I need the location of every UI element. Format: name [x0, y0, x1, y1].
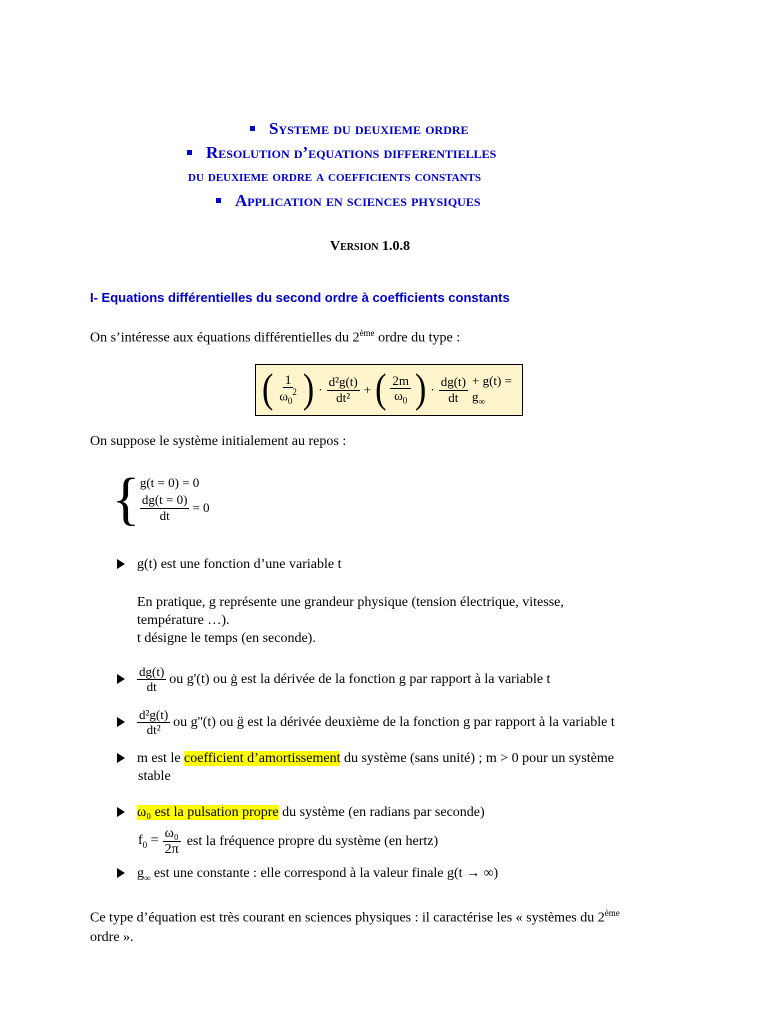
repos-text: On suppose le système initialement au repos : [90, 434, 347, 449]
title-line-3: du deuxieme ordre a coefficients constants [188, 168, 482, 185]
arrow-bullet-icon [117, 717, 125, 727]
arrow-bullet-icon [117, 753, 125, 763]
title-line-1: Systeme du deuxieme ordre [250, 119, 469, 139]
initial-conditions: { g(t = 0) = 0 $\frac{dg(t = 0)}{dt}$ = 0 [112, 466, 210, 531]
list-item-second-derivative: $\frac{\text{d²g(t)}}{\text{dt²}}$ ou g''(t) ou g̈ est la dérivée deuxième de la fonction g par rapport à la variable t [117, 708, 615, 738]
arrow-bullet-icon [117, 559, 125, 569]
fraction-2m-over-omega: $\frac{2m}{\omega_0}$ [392, 372, 410, 406]
section-heading: I- Equations différentielles du second ordre à coefficients constants [90, 290, 510, 305]
main-equation-box: ( $\frac{1}{\omega_0^2}$ ) · $\frac{\text{d²g(t)}}{\text{dt²}}$ + ( $\frac{2m}{\omega_0}$ ) · $\frac{dg(t)}{dt}$ + $g(t) = g_\infty$ [255, 364, 523, 416]
list-item-first-derivative: $\frac{dg(t)}{dt}$ ou g'(t) ou ġ est la dérivée de la fonction g par rapport à la variable t [117, 665, 550, 695]
highlight-pulsation: ω₀ est la pulsation propre [137, 805, 279, 820]
version-label: Version 1.0.8 [330, 239, 410, 254]
conclusion-paragraph: Ce type d’équation est très courant en sciences physiques : il caractérise les « systèmes du 2ème ordre ». [90, 908, 620, 945]
second-derivative-fraction: $\frac{\text{d²g(t)}}{\text{dt²}}$ [328, 374, 358, 405]
f0-definition: $f_0$ = $\frac{\text{ω₀}}{2\pi}$ est la fréquence propre du système (en hertz) [138, 826, 439, 858]
square-bullet-icon [187, 150, 192, 155]
fraction-one-over-omega: $\frac{1}{\omega_0^2}$ [279, 371, 297, 407]
first-derivative-fraction: $\frac{dg(t)}{dt}$ [440, 374, 466, 405]
title-line-2: Resolution d’equations differentielles [187, 143, 496, 163]
arrow-bullet-icon [117, 807, 125, 817]
square-bullet-icon [250, 126, 255, 131]
pratique-paragraph: En pratique, g représente une grandeur physique (tension électrique, vitesse, température …). t désigne le temps (en seconde). [137, 595, 564, 646]
arrow-bullet-icon [117, 868, 125, 878]
list-item-pulsation: ω₀ est la pulsation propre du système (en radians par seconde) [117, 805, 485, 821]
highlight-damping: coefficient d’amortissement [184, 751, 341, 766]
list-item-g-variable: g(t) est une fonction d’une variable t [117, 557, 341, 573]
square-bullet-icon [216, 198, 221, 203]
title-line-4: Application en sciences physiques [216, 191, 481, 211]
intro-text: On s’intéresse aux équations différentielles du 2ème ordre du type : [90, 328, 461, 346]
list-item-damping: m est le coefficient d’amortissement du système (sans unité) ; m > 0 pour un système stable [117, 750, 614, 786]
left-brace-icon: { [112, 466, 140, 531]
arrow-bullet-icon [117, 674, 125, 684]
list-item-ginf: $g_\infty$ est une constante : elle correspond à la valeur finale g(t → ∞) [117, 866, 498, 883]
